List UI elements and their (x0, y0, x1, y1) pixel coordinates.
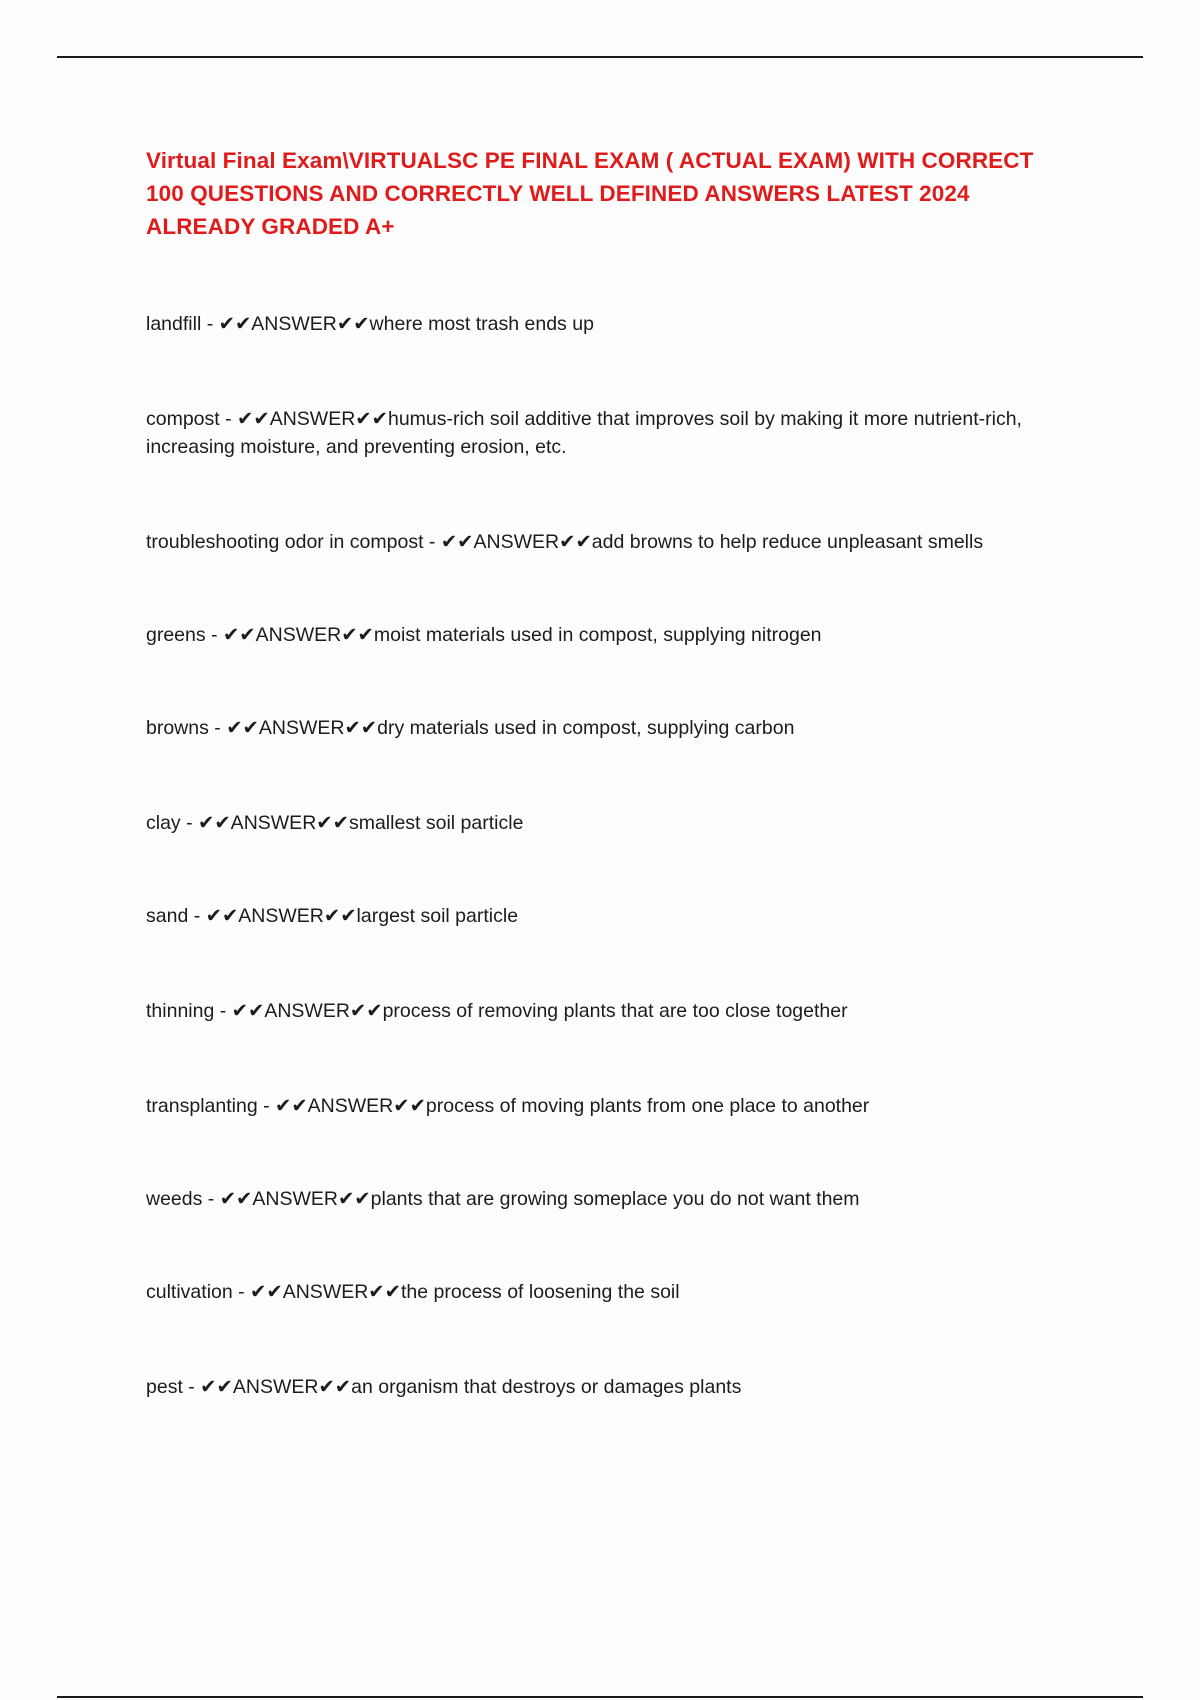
qa-entry: greens - ✔✔ANSWER✔✔moist materials used in compost, supplying nitrogen (146, 624, 822, 646)
qa-entry: troubleshooting odor in compost - ✔✔ANSWER✔✔add browns to help reduce unpleasant smells (146, 531, 984, 553)
qa-entry: landfill - ✔✔ANSWER✔✔where most trash ends up (146, 313, 594, 335)
qa-entry: browns - ✔✔ANSWER✔✔dry materials used in compost, supplying carbon (146, 717, 795, 739)
bottom-rule (57, 1696, 1143, 1698)
qa-entry: weeds - ✔✔ANSWER✔✔plants that are growing someplace you do not want them (146, 1188, 860, 1210)
qa-entry: cultivation - ✔✔ANSWER✔✔the process of loosening the soil (146, 1281, 680, 1303)
qa-entry: compost - ✔✔ANSWER✔✔humus-rich soil additive that improves soil by making it more nutrient-rich, increasing moisture, and preventing erosion, etc. (146, 408, 1022, 458)
top-rule (57, 56, 1143, 58)
document-title: Virtual Final Exam\VIRTUALSC PE FINAL EXAM ( ACTUAL EXAM) WITH CORRECT 100 QUESTIONS AND CORRECTLY WELL DEFINED ANSWERS LATEST 2024 ALREADY GRADED A+ (146, 148, 1034, 239)
qa-entry: thinning - ✔✔ANSWER✔✔process of removing plants that are too close together (146, 1000, 848, 1022)
qa-entry: clay - ✔✔ANSWER✔✔smallest soil particle (146, 812, 524, 834)
qa-entry: pest - ✔✔ANSWER✔✔an organism that destroys or damages plants (146, 1376, 742, 1398)
qa-entry: transplanting - ✔✔ANSWER✔✔process of moving plants from one place to another (146, 1095, 870, 1117)
qa-entry: sand - ✔✔ANSWER✔✔largest soil particle (146, 905, 519, 927)
